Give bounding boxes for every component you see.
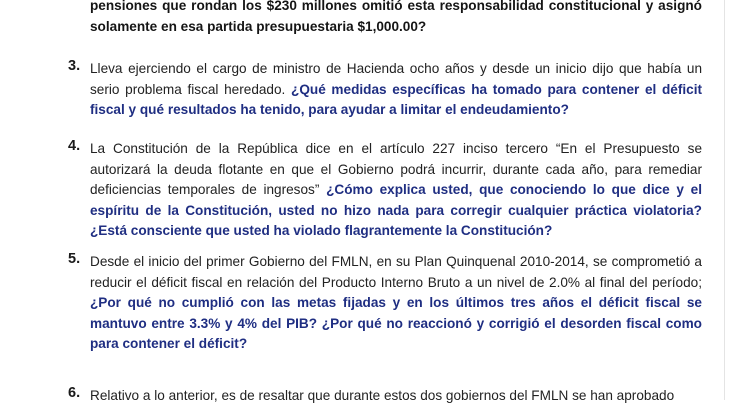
item-4-text: La Constitución de la República dice en el artículo 227 inciso tercero “En el Presupuesto se autorizará la deuda flotante en que el Gobierno podrá incurrir, durante cada año, para remediar deficiencias temporales de ingresos” (90, 141, 702, 197)
item-5-number: 5. (68, 251, 81, 267)
page-edge-line (724, 0, 725, 400)
item-6-text: Relativo a lo anterior, es de resaltar que durante estos dos gobiernos del FMLN se han aprobado (90, 388, 675, 403)
item-2-bold-text: pensiones que rondan los $230 millones omitió esta responsabilidad constitucional y asignó solamente en esa partida presupuestaria $1,000.00? (90, 0, 702, 34)
item-5-paragraph (90, 252, 702, 355)
item-3-paragraph (90, 59, 702, 121)
item-6-number: 6. (68, 385, 81, 401)
item-5-text: Desde el inicio del primer Gobierno del FMLN, en su Plan Quinquenal 2010-2014, se comprometió a reducir el déficit fiscal en relación del Producto Interno Bruto a un nivel de 2.0% al final del período; (90, 254, 702, 290)
item-6-paragraph (90, 386, 702, 407)
item-4-number: 4. (68, 138, 81, 154)
item-3-question: ¿Qué medidas específicas ha tomado para contener el déficit fiscal y qué resultados ha tenido, para ayudar a limitar el endeudamiento? (90, 81, 702, 117)
item-4-paragraph (90, 139, 702, 242)
item-2-continuation (90, 0, 702, 37)
item-5-question: ¿Por qué no cumplió con las metas fijadas y en los últimos tres años el déficit fiscal se mantuvo entre 3.3% y 4% del PIB? ¿Por qué no reaccionó y corrigió el desorden fiscal como para contener el déficit? (90, 295, 702, 351)
item-3-number: 3. (68, 58, 81, 74)
item-3-text: Lleva ejerciendo el cargo de ministro de Hacienda ocho años y desde un inicio dijo que había un serio problema fiscal heredado. (90, 61, 702, 97)
item-4-question: ¿Cómo explica usted, que conociendo lo que dice y el espíritu de la Constitución, usted no hizo nada para corregir cualquier práctica violatoria? ¿Está consciente que usted ha violado flagrantemente la Constitución? (90, 182, 703, 238)
